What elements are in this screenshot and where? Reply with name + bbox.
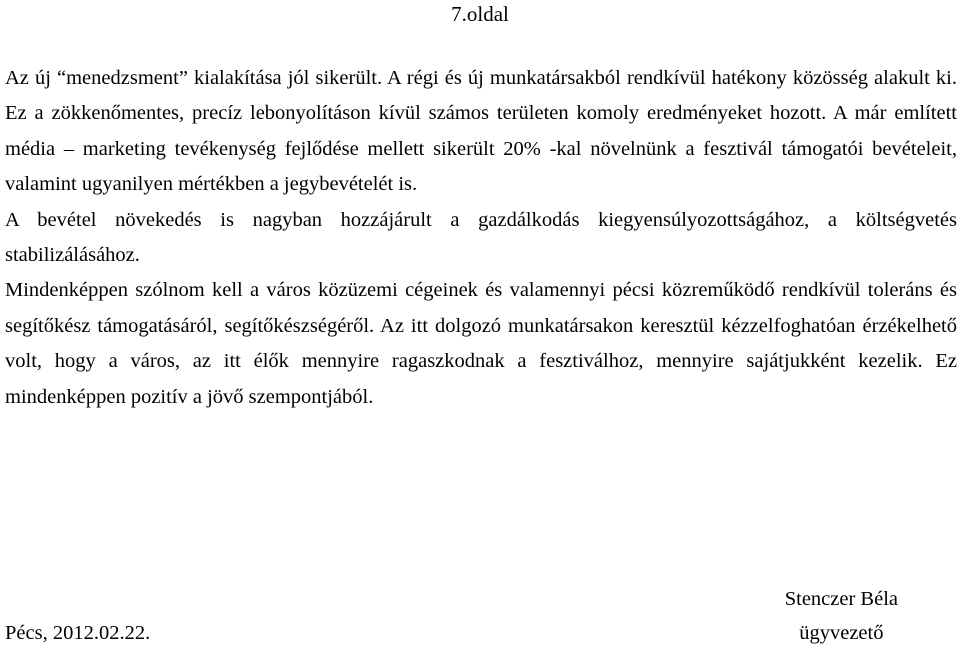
paragraph-revenue: A bevétel növekedés is nagyban hozzájárult a gazdálkodás kiegyensúlyozottságához, a költségvetés stabilizálásához. (5, 208, 957, 267)
signer-name: Stenczer Béla (784, 588, 898, 610)
paragraph-acknowledgement: Mindenképpen szólnom kell a város közüzemi cégeinek és valamennyi pécsi közreműködő rendkívül toleráns és segítőkész támogatásáról, segítőkészségéről. Az itt dolgozó munkatársakon keresztül kézzelfoghatóan érzékelhető volt, hogy a város, az itt élők mennyire ragaszkodnak a fesztiválhoz, mennyire sajátjukként kezelik. Ez mindenképpen pozitív a jövő szempontjából. (5, 279, 957, 408)
signature-block (0, 580, 960, 647)
paragraph-management: Az új “menedzsment” kialakítása jól sikerült. A régi és új munkatársakból rendkívül hatékony közösség alakult ki. Ez a zökkenőmentes, precíz lebonyolításon kívül számos területen komoly eredményeket hozott. A már említett média – marketing tevékenység fejlődése mellett sikerült 20% -kal növelnünk a fesztivál támogatói bevételeit, valamint ugyanilyen mértékben a jegybevételét is. (5, 67, 957, 196)
signer-title: ügyvezető (799, 622, 884, 644)
signer (785, 582, 898, 650)
place-date: Pécs, 2012.02.22. (5, 622, 151, 644)
document-body (5, 61, 957, 415)
page-number: 7.oldal (451, 2, 509, 26)
